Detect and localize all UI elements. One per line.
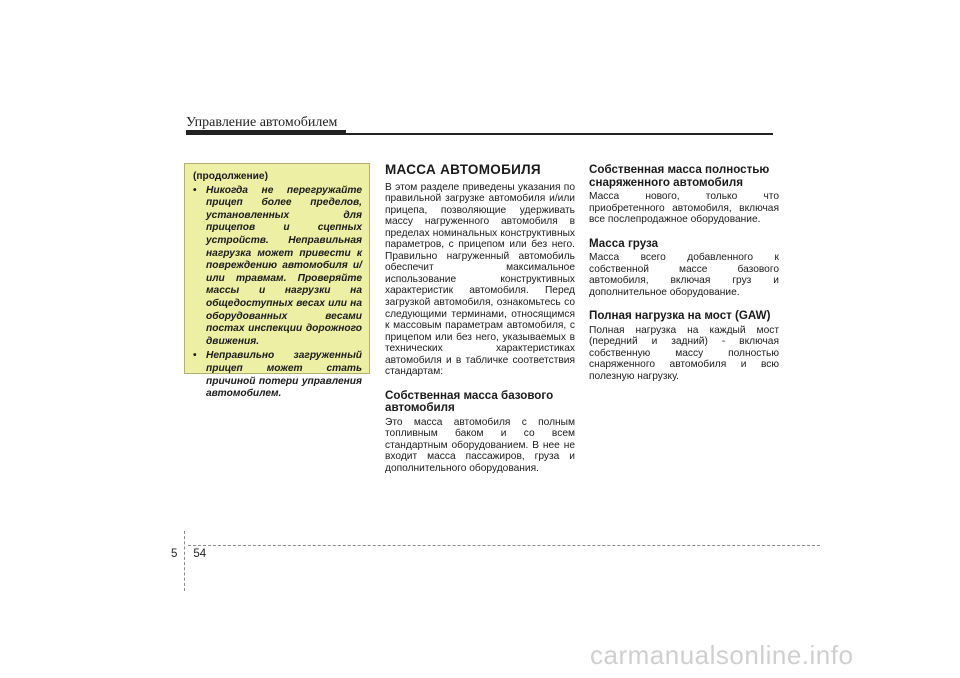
caution-bullet-text: Неправильно загруженный прицеп может стать причиной потери управления автомобилем. (206, 350, 362, 400)
caution-bullet (193, 350, 362, 400)
right-column (589, 164, 779, 395)
caution-bullet (193, 185, 362, 349)
page-number (171, 548, 206, 560)
paragraph-base-curb-weight: Это масса автомобиля с полным топливным баком и со всем стандартным оборудованием. В нее не входит масса пассажиров, груза и дополнительного оборудования. (385, 416, 575, 475)
bullet-dot-icon: • (193, 350, 197, 362)
header-rule (186, 133, 773, 135)
caution-heading: (продолжение) (193, 171, 268, 182)
caution-box (184, 163, 370, 400)
footer-divider (188, 545, 820, 546)
chapter-number: 5 (171, 548, 178, 560)
header-title: Управление автомобилем (186, 115, 338, 130)
subheading-cargo-weight: Масса груза (589, 236, 659, 250)
subheading-vehicle-curb-weight: Собственная масса полностью снаряженного автомобиля (589, 163, 770, 189)
bullet-dot-icon: • (193, 184, 197, 196)
watermark: carmanualsonline.info (590, 640, 854, 670)
middle-column (385, 164, 575, 487)
subheading-gaw: Полная нагрузка на мост (GAW) (589, 309, 771, 323)
paragraph-gaw: Полная нагрузка на каждый мост (передний и задний) - включая собственную массу полностью снаряженного автомобиля и всю полезную нагрузку. (589, 324, 779, 383)
intro-paragraph: В этом разделе приведены указания по правильной загрузке автомобиля и/или прицепа, позволяющие удерживать массу нагруженного автомобиля в пределах номинальных конструктивных параметров, с прицепом или без него. Правильно нагруженный автомобиль обеспечит максимальное использование конструктивных характеристик автомобиля. Перед загрузкой автомобиля, ознакомьтесь со следующими терминами, относящимся к массовым параметрам автомобиля, с прицепом или без него, указываемых в технических характеристиках автомобиля и в табличке соответствия стандартам: (385, 181, 575, 378)
subheading-base-curb-weight: Собственная масса базового автомобиля (385, 388, 554, 415)
section-title: МАССА АВТОМОБИЛЯ (385, 162, 541, 177)
footer-vertical-divider (184, 531, 185, 591)
caution-bullet-text: Никогда не перегружайте прицеп более пределов, установленных для прицепов и сцепных устройств. Неправильная нагрузка может привести к повреждению автомобиля и/или травмам. Проверяйте массы и нагрузки на общедоступных весах или на оборудованных весами постах инспекции дорожного движения. (206, 184, 362, 347)
paragraph-cargo-weight: Масса всего добавленного к собственной массе базового автомобиля, включая груз и дополнительное оборудование. (589, 252, 779, 298)
page-number-value: 54 (193, 548, 207, 560)
paragraph-vehicle-curb-weight: Масса нового, только что приобретенного автомобиля, включая все послепродажное оборудование. (589, 191, 779, 226)
